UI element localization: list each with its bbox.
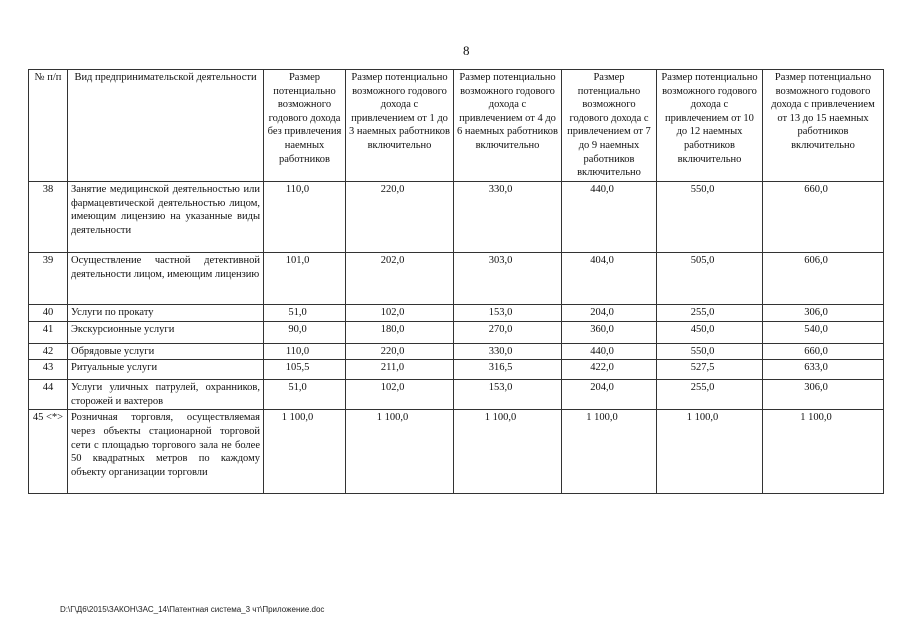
row-number: 43 (29, 360, 68, 380)
row-number: 39 (29, 253, 68, 305)
income-value: 255,0 (657, 380, 763, 410)
activity-kind: Услуги уличных патрулей, охранников, сторожей и вахтеров (68, 380, 264, 410)
income-value: 220,0 (346, 182, 454, 253)
header-activity-kind: Вид предпринимательской деятельности (68, 70, 264, 182)
table-row (29, 321, 884, 343)
income-value: 101,0 (264, 253, 346, 305)
header-number: № п/п (29, 70, 68, 182)
income-value: 306,0 (763, 380, 884, 410)
income-value: 110,0 (264, 343, 346, 360)
income-value: 330,0 (454, 343, 562, 360)
income-value: 660,0 (763, 343, 884, 360)
table-row (29, 253, 884, 305)
activity-kind: Экскурсионные услуги (68, 321, 264, 343)
income-value: 550,0 (657, 182, 763, 253)
activity-kind: Обрядовые услуги (68, 343, 264, 360)
income-value: 110,0 (264, 182, 346, 253)
income-value: 540,0 (763, 321, 884, 343)
income-value: 505,0 (657, 253, 763, 305)
table-row (29, 182, 884, 253)
income-value: 450,0 (657, 321, 763, 343)
header-10-12-employees: Размер потенциально возможного годового дохода с привлечением от 10 до 12 наемных работников включительно (657, 70, 763, 182)
income-value: 220,0 (346, 343, 454, 360)
income-value: 422,0 (562, 360, 657, 380)
income-value: 550,0 (657, 343, 763, 360)
income-value: 1 100,0 (657, 410, 763, 494)
row-number: 38 (29, 182, 68, 253)
table-row (29, 305, 884, 322)
income-value: 606,0 (763, 253, 884, 305)
table-row (29, 343, 884, 360)
income-value: 306,0 (763, 305, 884, 322)
income-table (28, 69, 884, 494)
income-value: 211,0 (346, 360, 454, 380)
header-13-15-employees: Размер потенциально возможного годового дохода с привлечением от 13 до 15 наемных работников включительно (763, 70, 884, 182)
income-value: 1 100,0 (264, 410, 346, 494)
header-4-6-employees: Размер потенциально возможного годового дохода с привлечением от 4 до 6 наемных работников включительно (454, 70, 562, 182)
income-value: 660,0 (763, 182, 884, 253)
activity-kind: Осуществление частной детективной деятельности лицом, имеющим лицензию (68, 253, 264, 305)
header-no-employees: Размер потенциально возможного годового дохода без привлечения наемных работников (264, 70, 346, 182)
activity-kind: Услуги по прокату (68, 305, 264, 322)
activity-kind: Занятие медицинской деятельностью или фармацевтической деятельностью лицом, имеющим лицензию на указанные виды деятельности (68, 182, 264, 253)
page-number: 8 (463, 43, 470, 58)
income-value: 90,0 (264, 321, 346, 343)
income-value: 303,0 (454, 253, 562, 305)
income-value: 633,0 (763, 360, 884, 380)
activity-kind: Ритуальные услуги (68, 360, 264, 380)
income-value: 1 100,0 (562, 410, 657, 494)
income-value: 153,0 (454, 380, 562, 410)
header-1-3-employees: Размер потенциально возможного годового дохода с привлечением от 1 до 3 наемных работников включительно (346, 70, 454, 182)
income-value: 527,5 (657, 360, 763, 380)
row-number: 44 (29, 380, 68, 410)
income-value: 255,0 (657, 305, 763, 322)
table-header-row (29, 70, 884, 182)
income-value: 1 100,0 (346, 410, 454, 494)
income-value: 105,5 (264, 360, 346, 380)
income-value: 204,0 (562, 305, 657, 322)
row-number: 41 (29, 321, 68, 343)
table-row (29, 410, 884, 494)
income-value: 180,0 (346, 321, 454, 343)
income-value: 316,5 (454, 360, 562, 380)
income-value: 51,0 (264, 380, 346, 410)
activity-kind: Розничная торговля, осуществляемая через объекты стационарной торговой сети с площадью торгового зала не более 50 квадратных метров по каждому объекту организации торговли (68, 410, 264, 494)
income-value: 204,0 (562, 380, 657, 410)
row-number: 45 <*> (29, 410, 68, 494)
income-value: 1 100,0 (454, 410, 562, 494)
income-value: 360,0 (562, 321, 657, 343)
table-row (29, 360, 884, 380)
table-row (29, 380, 884, 410)
income-value: 440,0 (562, 343, 657, 360)
income-value: 51,0 (264, 305, 346, 322)
file-path-footer: D:\Г\Д6\2015\ЗАКОН\ЗАС_14\Патентная система_3 чт\Приложение.doc (60, 605, 325, 614)
income-value: 440,0 (562, 182, 657, 253)
income-value: 153,0 (454, 305, 562, 322)
income-value: 102,0 (346, 305, 454, 322)
income-value: 202,0 (346, 253, 454, 305)
row-number: 40 (29, 305, 68, 322)
income-value: 270,0 (454, 321, 562, 343)
income-value: 404,0 (562, 253, 657, 305)
income-value: 102,0 (346, 380, 454, 410)
row-number: 42 (29, 343, 68, 360)
header-7-9-employees: Размер потенциально возможного годового дохода с привлечением от 7 до 9 наемных работников включительно (562, 70, 657, 182)
income-value: 1 100,0 (763, 410, 884, 494)
income-value: 330,0 (454, 182, 562, 253)
